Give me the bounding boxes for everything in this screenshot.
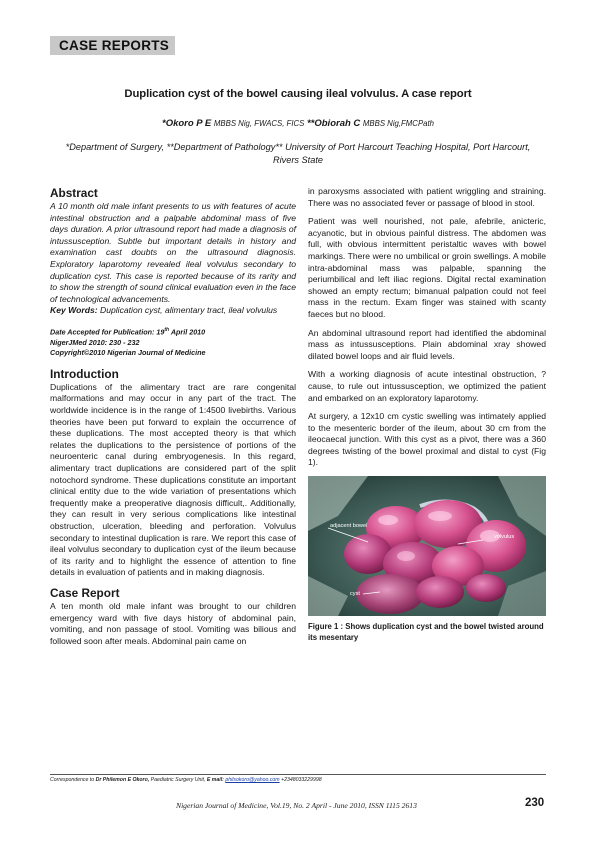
- case-report-paragraph-1-cont: in paroxysms associated with patient wriggling and straining. There was no associated fever or passage of blood in stool.: [308, 186, 546, 208]
- introduction-text: Duplications of the alimentary tract are rare congenital malformations and may occur in any part of the tract. The worldwide incidence is in the range of 1:4500 livebirths. Various theories have been put forward to explain the occurrence of these duplications. The most accepted theory is that which relates the duplications to the persistence of portions of the neuroenteric canal during embryogenesis. In this regard, alimentary tract duplications are considered part of the split notochord syndrome. These duplications constitute an important clinical entity due to the wide variation of presentations which frequently make a preoperative diagnosis difficult,. Additionally, they can result in very serious complications like intestinal obstruction, ulceration, bleeding and perforation. Volvulus secondary to intestinal duplication is rare. We report this case of ileal volvulus secondary to duplication cyst of the ileum because of its rarity and to highlight the essence of attention to fine details in evaluation of patients and in making diagnosis.: [50, 381, 296, 578]
- abstract-heading: Abstract: [50, 186, 98, 200]
- author-line: [50, 118, 546, 129]
- case-report-paragraph-3: An abdominal ultrasound report had identified the abdominal mass as intussusceptions. Plain abdominal xray showed dilated bowel loops and air fluid levels.: [308, 327, 546, 361]
- case-report-paragraph-2: Patient was well nourished, not pale, afebrile, anicteric, acyanotic, but in obvious painful distress. The abdomen was full, with obvious intermittent peristaltic waves with bowel markings. There were no umbilical or groin swellings. A mobile intra-abdominal mass was palpable, spanning the periumbilical and left iliac regions. Digital rectal examination showed an empty rectum; bimanual palpation could not feel mass in the rectum. Exam finger was stained with scanty faeces but no blood.: [308, 216, 546, 319]
- article-title: Duplication cyst of the bowel causing ileal volvulus. A case report: [124, 88, 472, 100]
- introduction-heading: Introduction: [50, 366, 119, 381]
- citation: NigerJMed 2010: 230 - 232: [50, 337, 140, 347]
- figure-label-cyst: cyst: [350, 591, 360, 598]
- abstract-text: A 10 month old male infant presents to us with features of acute intestinal obstruction and a palpable abdominal mass of five days duration. A prior ultrasound report had made a diagnosis of intussusception. Subtle but important details in history and examination cast doubts on the ultrasound diagnosis. Exploratory laparotomy revealed ileal volvulus secondary to duplication cyst. This case is reported because of its rarity and to show the strength of sound clinical evaluation even in the face of technological advancements.: [50, 201, 296, 304]
- keywords: [50, 305, 296, 317]
- case-report-paragraph-5: At surgery, a 12x10 cm cystic swelling was intimately applied to the mesenteric border of the ileum, about 30 cm from the ileocaecal junction. With this cyst as a pivot, there was a 360 degrees twisting of the bowel proximal and distal to cyst (Fig 1).: [308, 411, 546, 468]
- correspondence-note: Correspondence to Dr Philemon E Okoro, Paediatric Surgery Unit, E mail: philsokoro@yahoo.com +2348033229998: [50, 777, 322, 783]
- left-column: [50, 186, 296, 654]
- correspondence-email-link[interactable]: philsokoro@yahoo.com: [225, 777, 280, 783]
- page-number: 230: [525, 797, 545, 809]
- figure-1-caption: Figure 1 : Shows duplication cyst and the bowel twisted around its mesentary: [308, 622, 544, 642]
- author-1-degrees: MBBS Nig, FWACS, FICS: [213, 119, 305, 128]
- case-report-paragraph-1: A ten month old male infant was brought to our children emergency ward with five days history of abdominal pain, vomiting, and non passage of stool. Vomiting was bilious and followed soon after meals. Abdominal pain came on: [50, 600, 296, 646]
- affiliation: *Department of Surgery, **Department of Pathology** University of Port Harcourt Teaching Hospital, Port Harcourt, Rivers State: [65, 142, 531, 165]
- figure-label-volvulus: volvulus: [494, 534, 515, 541]
- keywords-label: Key Words:: [50, 305, 98, 316]
- footer-divider: [50, 774, 546, 775]
- publication-info: [50, 325, 296, 359]
- case-report-heading: Case Report: [50, 585, 120, 600]
- journal-citation-footer: Nigerian Journal of Medicine, Vol.19, No. 2 April - June 2010, ISSN 1115 2613: [176, 801, 417, 810]
- section-tag: CASE REPORTS: [50, 36, 175, 55]
- figure-1-photo: [308, 476, 546, 616]
- case-report-paragraph-4: With a working diagnosis of acute intestinal obstruction, ? cause, to rule out intussusception, we optimized the patient and embarked on an exploratory laparotomy.: [308, 369, 546, 403]
- figure-label-adjacent-bowel: adjacent bowel: [330, 523, 368, 530]
- copyright: Copyright©2010 Nigerian Journal of Medicine: [50, 348, 206, 358]
- date-accepted: Date Accepted for Publication: 19th April 2010: [50, 326, 206, 337]
- author-2-degrees: MBBS Nig,FMCPath: [362, 119, 434, 128]
- author-1-name: *Okoro P E: [162, 118, 212, 129]
- author-2-name: **Obiorah C: [306, 118, 361, 129]
- right-column: [308, 186, 546, 643]
- keywords-text: Duplication cyst, alimentary tract, ileal volvulus: [97, 305, 278, 316]
